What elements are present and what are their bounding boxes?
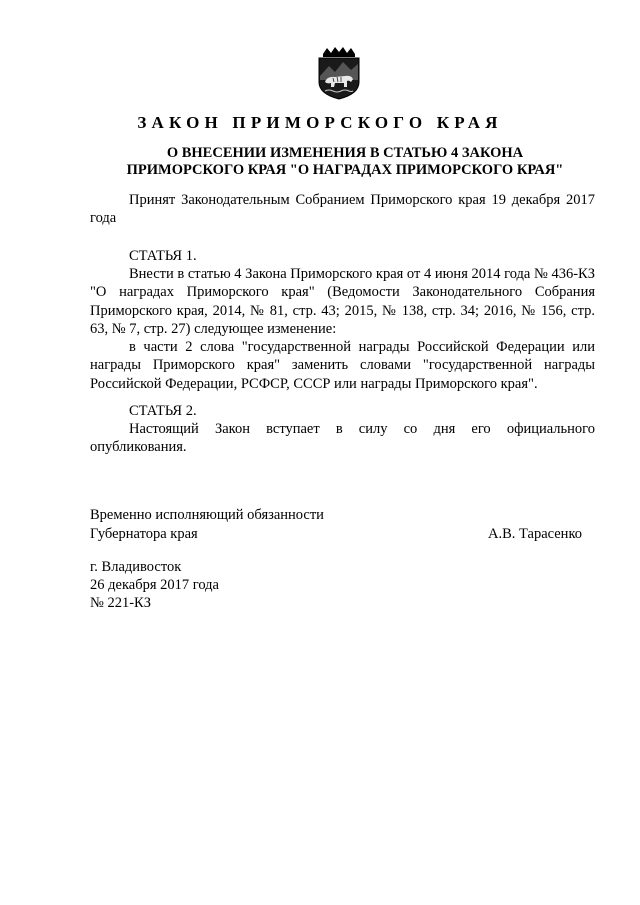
subtitle-line-2: ПРИМОРСКОГО КРАЯ "О НАГРАДАХ ПРИМОРСКОГО КРАЯ" xyxy=(126,162,564,178)
law-subtitle xyxy=(90,145,600,179)
footer-number: № 221-КЗ xyxy=(90,595,151,611)
footer-date: 26 декабря 2017 года xyxy=(90,577,219,593)
article-1-intro: Внести в статью 4 Закона Приморского края от 4 июня 2014 года № 436-КЗ "О наградах Приморского края" (Ведомости Законодательного Собрания Приморского края, 2014, № 81, стр. 43; 2015, № 138, стр. 34; 2016, № 156, стр. 63, № 7, стр. 27) следующее изменение: xyxy=(90,266,595,338)
law-title: ЗАКОН ПРИМОРСКОГО КРАЯ xyxy=(137,113,503,132)
footer-city: г. Владивосток xyxy=(90,559,182,575)
article-2-heading: СТАТЬЯ 2. xyxy=(129,403,197,419)
adoption-text: Принят Законодательным Собранием Приморского края 19 декабря 2017 года xyxy=(90,192,595,227)
signature-position-line-2: Губернатора края xyxy=(90,526,198,542)
coat-of-arms-icon xyxy=(313,46,365,100)
subtitle-line-1: О ВНЕСЕНИИ ИЗМЕНЕНИЯ В СТАТЬЮ 4 ЗАКОНА xyxy=(166,145,524,161)
article-1-change: в части 2 слова "государственной награды Российской Федерации или награды Приморского края" заменить словами "государственной награды Российской Федерации, РСФСР, СССР или награды Приморского края". xyxy=(90,339,595,392)
signature-name: А.В. Тарасенко xyxy=(488,526,583,542)
article-1-heading: СТАТЬЯ 1. xyxy=(129,248,197,264)
article-2-text: Настоящий Закон вступает в силу со дня его официального опубликования. xyxy=(90,421,595,456)
signature-position-line-1: Временно исполняющий обязанности xyxy=(90,507,324,523)
